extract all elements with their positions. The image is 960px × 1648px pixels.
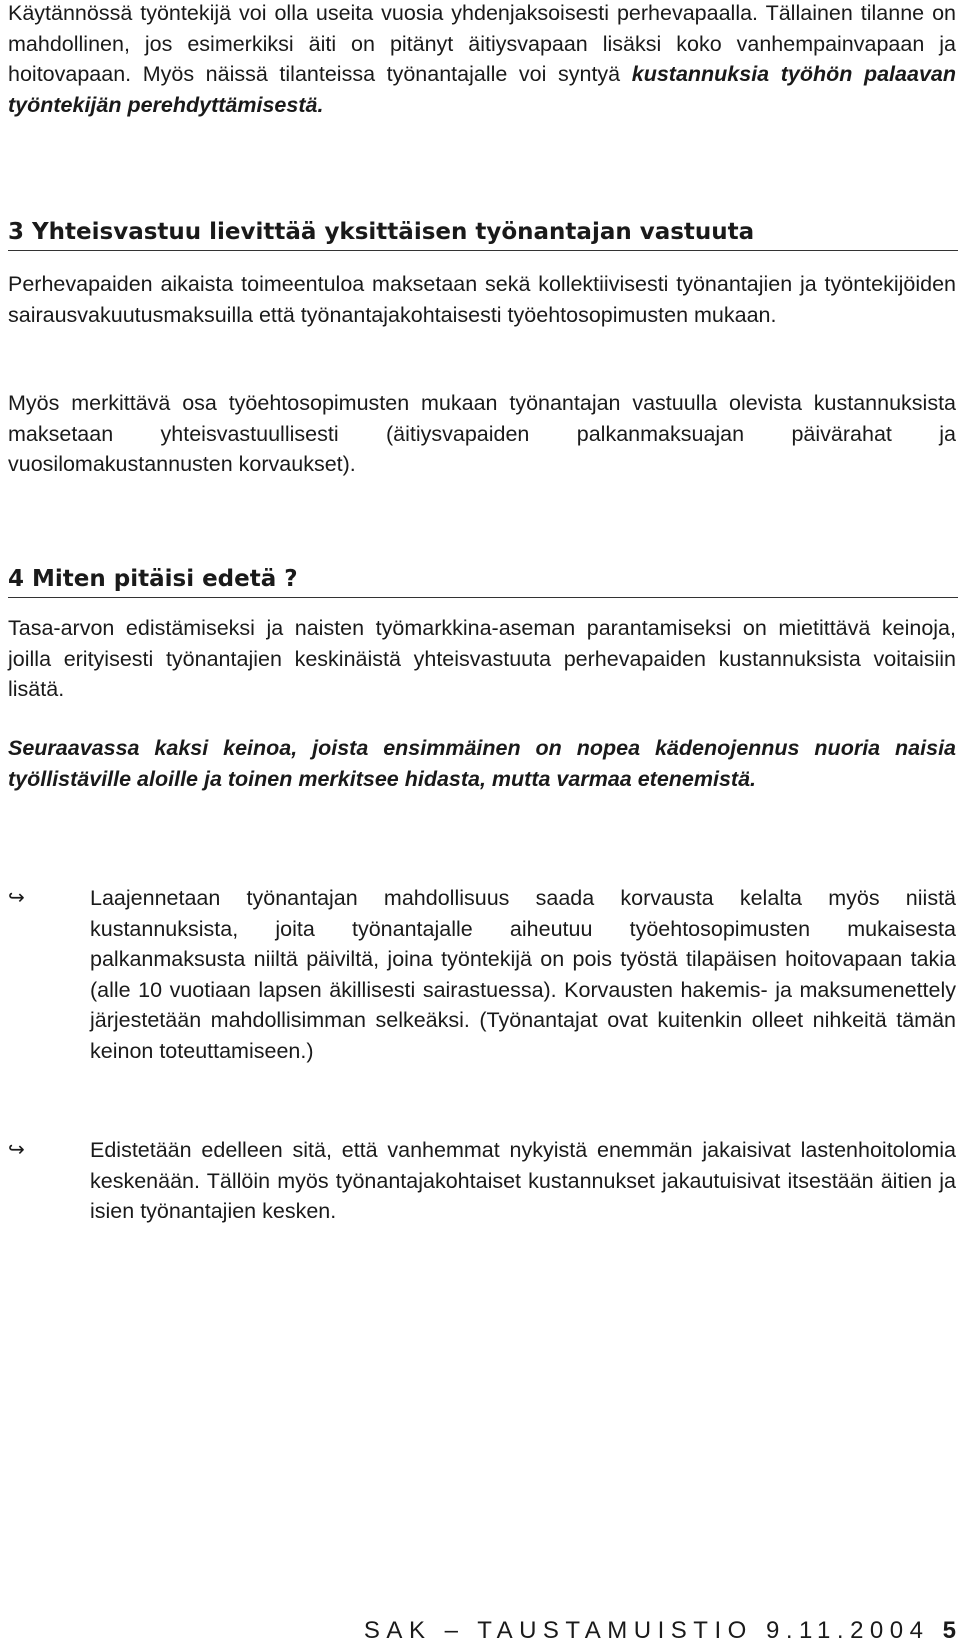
section-3-heading: 3 Yhteisvastuu lievittää yksittäisen työnantajan vastuuta	[8, 217, 958, 251]
bullet-text-2: Edistetään edelleen sitä, että vanhemmat nykyistä enemmän jakaisivat lastenhoitolomia keskenään. Tällöin myös työnantajakohtaiset kustannukset jakautuisivat itsestään äitien ja isien työnantajien kesken.	[90, 1138, 956, 1223]
footer-label: SAK – TAUSTAMUISTIO 9.11.2004	[363, 1617, 930, 1644]
arrow-right-hook-icon: ↪	[8, 887, 25, 909]
page-number: 5	[942, 1617, 956, 1644]
arrow-right-hook-icon: ↪	[8, 1139, 25, 1161]
section-3-paragraph-2: Myös merkittävä osa työehtosopimusten mukaan työnantajan vastuulla olevista kustannuksista maksetaan yhteisvastuullisesti (äitiysvapaiden palkanmaksuajan päivärahat ja vuosilomakustannusten korvaukset).	[8, 391, 956, 476]
section-4-paragraph-1: Tasa-arvon edistämiseksi ja naisten työmarkkina-aseman parantamiseksi on mietittävä keinoja, joilla erityisesti työnantajien keskinäistä yhteisvastuuta perhevapaiden kustannuksista voitaisiin lisätä.	[8, 616, 956, 701]
page-footer	[364, 1617, 956, 1645]
section-4-heading: 4 Miten pitäisi edetä ?	[8, 564, 958, 598]
section-4-paragraph-2: Seuraavassa kaksi keinoa, joista ensimmäinen on nopea kädenojennus nuoria naisia työllistäville aloille ja toinen merkitsee hidasta, mutta varmaa etenemistä.	[8, 736, 956, 791]
bullet-text-1: Laajennetaan työnantajan mahdollisuus saada korvausta kelalta myös niistä kustannuksista, joita työnantajalle aiheutuu työehtosopimusten mukaisesta palkanmaksusta niiltä päiviltä, joina työntekijä on pois työstä tilapäisen hoitovapaan takia (alle 10 vuotiaan lapsen äkillisesti sairastuessa). Korvausten hakemis- ja maksumenettely järjestetään mahdollisimman selkeäksi. (Työnantajat ovat kuitenkin olleet nihkeitä tämän keinon toteuttamiseen.)	[90, 886, 956, 1063]
intro-emphasis: kustannuksia työhön palaavan työntekijän perehdyttämisestä.	[8, 62, 956, 117]
intro-paragraph	[8, 0, 956, 120]
section-3-paragraph-1: Perhevapaiden aikaista toimeentuloa maksetaan sekä kollektiivisesti työnantajien ja työntekijöiden sairausvakuutusmaksuilla että työnantajakohtaisesti työehtosopimusten mukaan.	[8, 272, 956, 327]
intro-text: Käytännössä työntekijä voi olla useita vuosia yhdenjaksoisesti perhevapaalla. Tällainen tilanne on mahdollinen, jos esimerkiksi äiti on pitänyt äitiysvapaan lisäksi koko vanhempainvapaan ja hoitovapaan. Myös näissä tilanteissa työnantajalle voi syntyä	[8, 1, 956, 86]
